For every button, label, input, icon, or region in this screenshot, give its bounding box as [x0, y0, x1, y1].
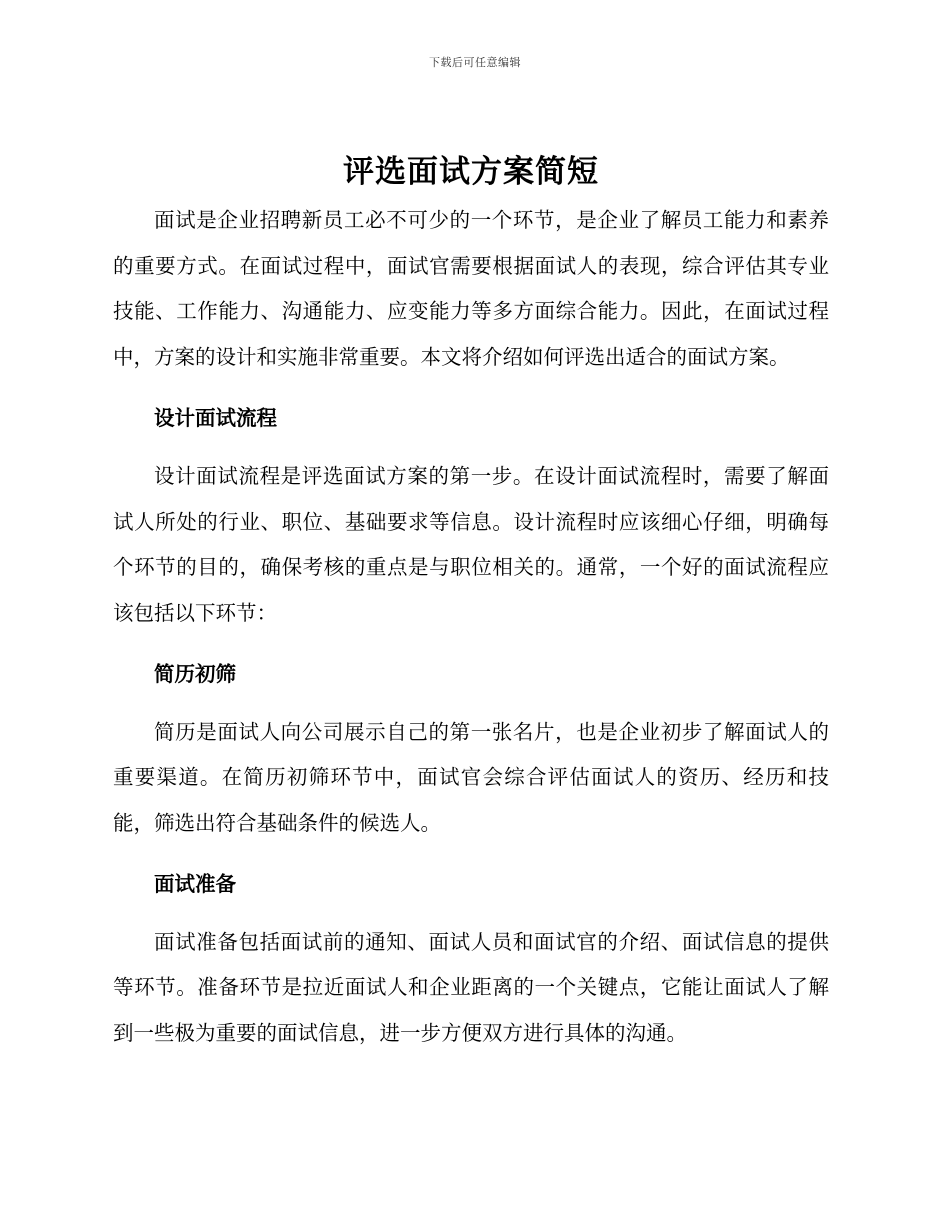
- section-heading-resume-screening: 简历初筛: [154, 661, 236, 686]
- document-content: [113, 148, 829, 1057]
- section-body-resume-screening: 简历是面试人向公司展示自己的第一张名片，也是企业初步了解面试人的重要渠道。在简历初筛环节中，面试官会综合评估面试人的资历、经历和技能，筛选出符合基础条件的候选人。: [113, 719, 829, 836]
- intro-paragraph: 面试是企业招聘新员工必不可少的一个环节，是企业了解员工能力和素养的重要方式。在面试过程中，面试官需要根据面试人的表现，综合评估其专业技能、工作能力、沟通能力、应变能力等多方面综合能力。因此，在面试过程中，方案的设计和实施非常重要。本文将介绍如何评选出适合的面试方案。: [113, 208, 829, 370]
- section-body-interview-prep: 面试准备包括面试前的通知、面试人员和面试官的介绍、面试信息的提供等环节。准备环节是拉近面试人和企业距离的一个关键点，它能让面试人了解到一些极为重要的面试信息，进一步方便双方进行具体的沟通。: [113, 929, 829, 1046]
- document-title: 评选面试方案简短: [343, 154, 599, 190]
- header-note: 下载后可任意编辑: [429, 56, 521, 69]
- section-heading-interview-prep: 面试准备: [154, 871, 236, 896]
- section-heading-design-process: 设计面试流程: [154, 405, 277, 430]
- section-body-design-process: 设计面试流程是评选面试方案的第一步。在设计面试流程时，需要了解面试人所处的行业、职位、基础要求等信息。设计流程时应该细心仔细，明确每个环节的目的，确保考核的重点是与职位相关的。通常，一个好的面试流程应该包括以下环节：: [113, 463, 829, 625]
